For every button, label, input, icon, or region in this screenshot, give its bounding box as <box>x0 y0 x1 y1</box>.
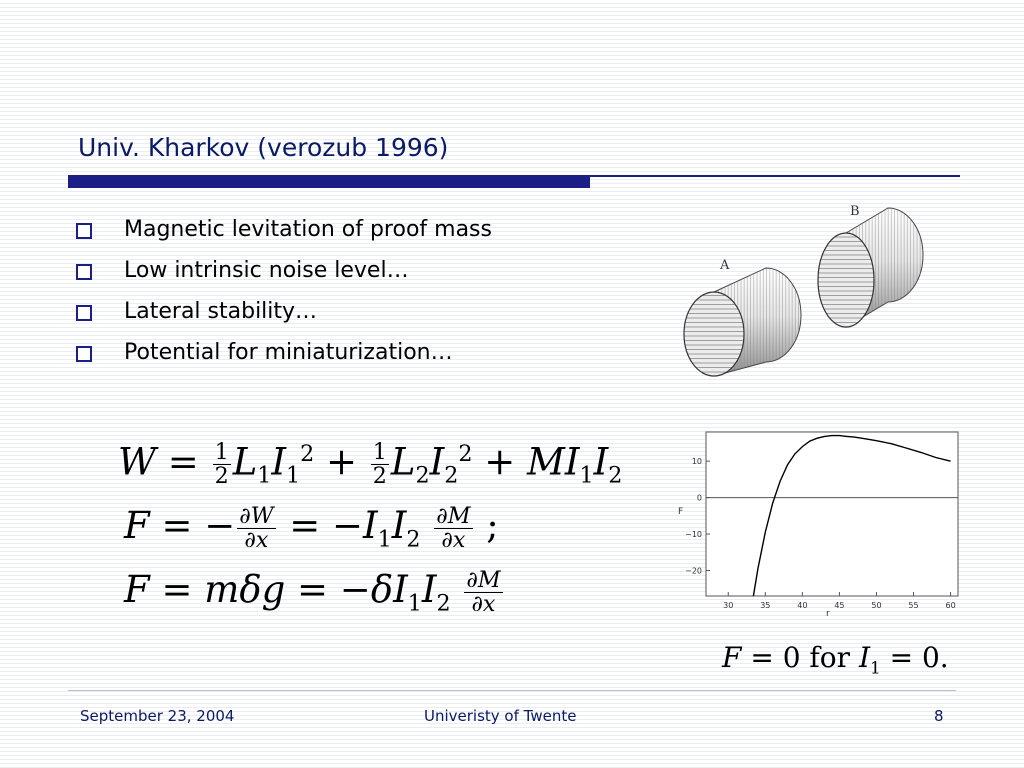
x-axis-label: r <box>826 609 830 619</box>
bullet-text: Low intrinsic noise level… <box>124 258 409 283</box>
eq-symbol: m <box>204 568 240 611</box>
fraction <box>434 502 472 553</box>
frac-num: ∂W <box>239 502 274 529</box>
eq-symbol: I <box>393 568 408 611</box>
eq-symbol: I <box>429 440 445 484</box>
equation-force-balance: $F = m\delta g = -\delta I_1I_2$ $\frac{\partial M}{\partial x}$ <box>124 566 501 617</box>
footer-institution: Univeristy of Twente <box>424 707 577 725</box>
y-tick-label: 10 <box>691 457 702 467</box>
bullet-text: Magnetic levitation of proof mass <box>124 217 492 242</box>
eq-symbol: F <box>722 641 742 674</box>
eq-subscript: 1 <box>257 462 272 489</box>
frac-den: ∂x <box>441 527 466 553</box>
x-tick-label: 55 <box>908 601 919 610</box>
eq-subscript: 1 <box>377 526 392 553</box>
frac-num: ∂M <box>436 502 471 529</box>
footer-rule <box>68 690 956 691</box>
bullet-text: Potential for miniaturization… <box>124 340 453 365</box>
equation-energy: W = $\frac{1}{2}$ $L_1I_1^2$ + $\frac{1}{2}$ $L_2I_2^2 + MI_1I_2$ <box>118 439 623 490</box>
frac-den: ∂x <box>244 527 269 553</box>
eq-symbol: I <box>391 504 407 547</box>
title-rule-thin <box>590 175 960 177</box>
footer-page-number: 8 <box>934 707 944 725</box>
eq-symbol: I <box>564 440 580 484</box>
eq-symbol: I <box>363 504 378 547</box>
cylinder-a-shape <box>684 268 801 376</box>
frac-num: 1 <box>214 439 229 466</box>
bullet-item <box>76 296 492 337</box>
frac-den: 2 <box>372 463 387 490</box>
eq-subscript: 1 <box>286 462 301 489</box>
bullet-item <box>76 214 492 255</box>
x-tick-label: 60 <box>945 601 956 610</box>
eq-symbol: F <box>124 568 150 611</box>
slide-title: Univ. Kharkov (verozub 1996) <box>78 133 449 162</box>
square-bullet-icon <box>76 305 92 321</box>
bullet-text: Lateral stability… <box>124 299 318 324</box>
square-bullet-icon <box>76 264 92 280</box>
cylinder-b-shape <box>818 208 923 327</box>
eq-symbol: I <box>593 440 609 484</box>
eq-symbol: L <box>232 440 258 484</box>
fraction <box>213 441 231 489</box>
eq-symbol: δ <box>370 568 394 611</box>
eq-symbol: I <box>271 440 287 484</box>
fraction <box>371 441 389 489</box>
x-tick-label: 45 <box>834 601 845 610</box>
eq-symbol: δ <box>239 568 262 611</box>
label-b: B <box>850 204 860 219</box>
force-plot <box>676 426 966 620</box>
eq-symbol: W <box>118 440 157 484</box>
eq-subscript: 2 <box>406 526 421 553</box>
x-tick-label: 35 <box>760 601 771 610</box>
y-tick-label: −20 <box>685 566 702 576</box>
eq-subscript: 2 <box>415 462 430 489</box>
frac-num: ∂M <box>466 566 501 593</box>
frac-num: 1 <box>372 439 387 466</box>
eq-subscript: 2 <box>436 590 451 617</box>
bullet-list <box>76 214 492 378</box>
plot-frame <box>706 432 958 596</box>
eq-symbol: I <box>421 568 437 611</box>
bullet-item <box>76 337 492 378</box>
zero-force-condition <box>722 641 949 678</box>
eq-symbol: I <box>858 641 870 674</box>
bullet-item <box>76 255 492 296</box>
square-bullet-icon <box>76 346 92 362</box>
fraction <box>464 566 502 617</box>
label-a: A <box>720 258 730 273</box>
eq-superscript: 2 <box>300 441 315 467</box>
title-rule-thick <box>68 175 590 188</box>
cylinders-figure <box>676 196 966 386</box>
y-tick-label: −10 <box>685 530 702 540</box>
y-tick-label: 0 <box>696 493 702 503</box>
x-tick-label: 50 <box>871 601 882 610</box>
x-tick-label: 40 <box>797 601 808 610</box>
square-bullet-icon <box>76 223 92 239</box>
eq-subscript: 2 <box>608 462 623 489</box>
eq-subscript: 1 <box>579 462 594 489</box>
eq-subscript: 1 <box>870 657 881 678</box>
condition-text: = 0 for <box>750 641 851 674</box>
y-axis-label: F <box>678 507 684 517</box>
eq-symbol: g <box>261 568 286 611</box>
eq-symbol: M <box>527 440 565 484</box>
eq-symbol: F <box>124 504 150 547</box>
equation-force-gradient: F = − $\frac{\partial W}{\partial x}$ = $-I_1I_2$ $\frac{\partial M}{\partial x}$ ; <box>124 502 499 553</box>
eq-superscript: 2 <box>458 441 473 467</box>
footer-date: September 23, 2004 <box>80 707 235 725</box>
fraction <box>237 502 275 553</box>
eq-subscript: 1 <box>407 590 422 617</box>
eq-subscript: 2 <box>444 462 459 489</box>
x-tick-label: 30 <box>723 601 734 610</box>
eq-symbol: L <box>390 440 416 484</box>
frac-den: 2 <box>214 463 229 490</box>
frac-den: ∂x <box>471 591 496 617</box>
condition-text: = 0. <box>889 641 949 674</box>
